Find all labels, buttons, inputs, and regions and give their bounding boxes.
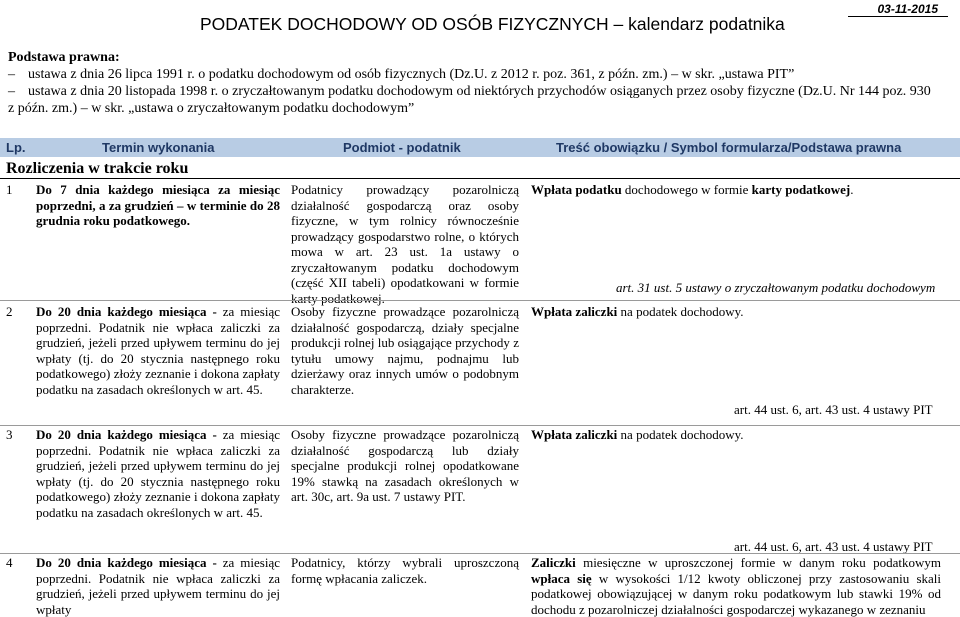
duty-cell [531,427,941,443]
duty-end: w wysokości 1/12 kwoty obliczonej przy zastosowaniu skali podatkowej obowiązującej w danym roku podatkowym lub stawki 19% od dochodu z pozarolniczej działalności gospodarczej wykazanego w zeznaniu [531,570,941,617]
duty-bold: Wpłata zaliczki [531,304,618,319]
duty-text: miesięczne w uproszczonej formie w danym roku podatkowym [575,555,941,570]
legal-basis-item [8,83,958,117]
legal-reference: art. 44 ust. 6, art. 43 ust. 4 ustawy PIT [734,402,933,417]
subject-cell: Podatnicy, którzy wybrali uproszczoną formę wpłacania zaliczek. [291,555,519,586]
legal-reference: art. 44 ust. 6, art. 43 ust. 4 ustawy PIT [734,539,933,554]
term-bold: Do 20 dnia każdego miesiąca - [36,427,217,442]
duty-bold: Wpłata podatku [531,182,622,197]
duty-cell [531,182,941,198]
subject-cell: Osoby fizyczne prowadzące pozarolniczą działalność gospodarczą lub działy specjalne produkcji rolnej opodatkowane 19% stawką na zasadach określonych w art. 30c, art. 9a ust. 7 ustawy PIT. [291,427,519,504]
row-number: 3 [6,427,13,442]
section-heading: Rozliczenia w trakcie roku [6,160,189,177]
duty-end: . [850,182,854,197]
legal-basis-continuation: z późn. zm.) – w skr. „ustawa o zryczałtowanym podatku dochodowym” [8,101,415,116]
duty-bold: Wpłata zaliczki [531,427,618,442]
row-divider [0,300,960,301]
row-divider [0,553,960,554]
term-text: za miesiąc poprzedni. Podatnik nie wpłaca zaliczki za grudzień, jeżeli przed upływem terminu do jej wpłaty (tj. do 20 stycznia następnego roku podatkowego) złoży zeznanie i dokona zapłaty podatku na zasadach określonych w art. 45. [36,304,280,397]
legal-basis-text: ustawa z dnia 26 lipca 1991 r. o podatku dochodowym od osób fizycznych (Dz.U. z 2012 r. poz. 361, z późn. zm.) – w skr. „ustawa PIT” [28,67,795,82]
duty-text: dochodowego w formie [621,182,752,197]
term-bold: Do 20 dnia każdego miesiąca - [36,304,217,319]
term-cell [36,182,280,229]
document-date: 03-11-2015 [877,2,938,16]
duty-text: na podatek dochodowy. [617,427,744,442]
column-header-duty: Treść obowiązku / Symbol formularza/Podstawa prawna [556,140,902,155]
term-cell [36,427,280,520]
duty-bold: Zaliczki [531,555,576,570]
date-underline [848,16,948,17]
legal-reference: art. 31 ust. 5 ustawy o zryczałtowanym podatku dochodowym [616,280,936,295]
subject-cell: Osoby fizyczne prowadzące pozarolniczą działalność gospodarczą, działy specjalne produkcji rolnej lub osiągające przychody z tytułu umowy najmu, podnajmu lub dzierżawy oraz innych umów o podobnym charakterze. [291,304,519,397]
term-text: za miesiąc poprzedni. Podatnik nie wpłaca zaliczki za grudzień, jeżeli przed upływem terminu do jej wpłaty (tj. do 20 stycznia następnego roku podatkowego) złoży zeznanie i dokona zapłaty podatku na zasadach określonych w art. 45. [36,427,280,520]
column-header-lp: Lp. [6,140,26,155]
term-cell [36,304,280,397]
page-title: PODATEK DOCHODOWY OD OSÓB FIZYCZNYCH – kalendarz podatnika [200,14,785,34]
row-number: 4 [6,555,13,570]
term-bold: Do 20 dnia każdego miesiąca - [36,555,217,570]
legal-basis-text: ustawa z dnia 20 listopada 1998 r. o zryczałtowanym podatku dochodowym od niektórych przychodów osiąganych przez osoby fizyczne (Dz.U. Nr 144 poz. 930 [28,84,931,99]
duty-cell [531,555,941,617]
term-cell [36,555,280,617]
duty-cell [531,304,941,320]
row-divider [0,425,960,426]
section-divider [0,178,960,179]
term-text: za miesiąc poprzedni. Podatnik nie wpłaca zaliczki za grudzień, jeżeli przed upływem terminu do jej wpłaty [36,555,280,617]
legal-basis-list [8,66,958,117]
list-dash: – [8,84,15,99]
term-bold: Do 7 dnia każdego miesiąca za miesiąc poprzedni, a za grudzień – w terminie do 28 grudnia roku podatkowego. [36,182,280,228]
duty-text: na podatek dochodowy. [617,304,744,319]
column-header-subject: Podmiot - podatnik [343,140,461,155]
column-header-term: Termin wykonania [102,140,215,155]
row-number: 2 [6,304,13,319]
subject-cell: Podatnicy prowadzący pozarolniczą działalność gospodarczą oraz osoby fizyczne, w tym rolnicy równocześnie prowadzący gospodarstwo rolne, o których mowa w art. 23 ust. 1a ustawy o zryczałtowanym podatku dochodowym (część XII tabeli) opodatkowani w formie karty podatkowej. [291,182,519,306]
legal-basis-heading: Podstawa prawna: [8,50,120,65]
duty-bold-2: karty podatkowej [751,182,851,197]
legal-basis-item [8,66,958,83]
duty-bold-2: wpłaca się [531,570,592,586]
row-number: 1 [6,182,13,197]
list-dash: – [8,67,15,82]
table-header [0,138,960,157]
